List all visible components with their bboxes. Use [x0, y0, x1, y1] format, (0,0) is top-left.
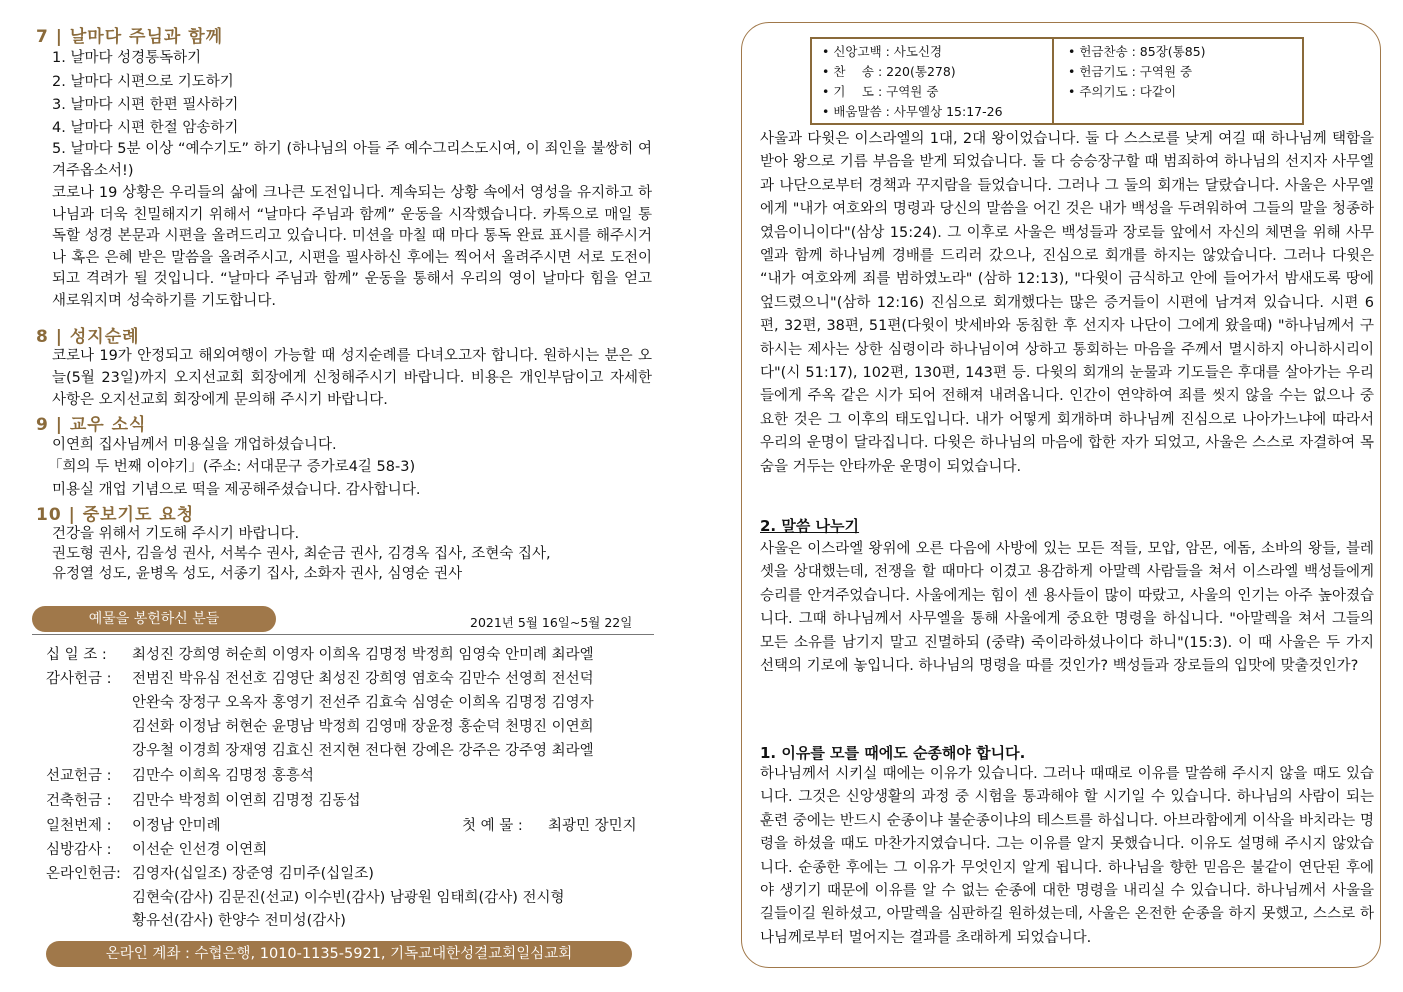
offering-date: 2021년 5월 16일~5월 22일	[470, 615, 633, 630]
first-offering-label: 첫 예 물 :	[462, 818, 523, 834]
section-10-title: 10 | 중보기도 요청	[36, 505, 195, 525]
worship-item: • 배움말씀 : 사무엘상 15:17-26	[822, 104, 1003, 119]
worship-box-divider	[1052, 39, 1054, 123]
s9-line-3: 미용실 개업 기념으로 떡을 제공해주셨습니다. 감사합니다.	[52, 482, 421, 498]
s7-item-5: 5. 날마다 5분 이상 “예수기도” 하기 (하나님의 아들 주 예수그리스도시여, 이 죄인을 불쌍히 여겨주옵소서!)	[52, 141, 652, 179]
intro-paragraph: 사울과 다윗은 이스라엘의 1대, 2대 왕이었습니다. 둘 다 스스로를 낮게 여길 때 하나님께 택함을 받아 왕으로 기름 부음을 받게 되었습니다. 둘 다 승승장구할 때 범죄하여 하나님의 선지자 사무엘과 나단으로부터 경책과 꾸지람을 들었습니다. 그러나 그 둘의 회개는 달랐습니다. 사울은 사무엘에게 "내가 여호와의 명령과 당신의 말씀을 어긴 것은 내가 백성을 두려워하여 그들의 말을 청종하였음이니이다"(삼상 15:24). 그 이후로 사울은 백성들과 장로들 앞에서 자신의 체면을 위해 사무엘과 함께 하나님께 경배를 드리러 갔으나, 진심으로 회개를 하지는 않았습니다. 그러나 다윗은 “내가 여호와께 죄를 범하였노라" (삼하 12:13), "다윗이 금식하고 안에 들어가서 밤새도록 땅에 엎드렸으니"(삼하 12:16) 진심으로 회개했다는 많은 증거들이 시편에 남겨져 있습니다. 시편 6편, 32편, 38편, 51편(다윗이 밧세바와 동침한 후 선지자 나단이 그에게 왔을때) "하나님께서 구하시는 제사는 상한 심령이라 하나님이여 상하고 통회하는 마음을 주께서 멸시하지 아니하시리이다"(시 51:17), 102편, 130편, 143편 등. 다윗의 회개의 눈물과 기도들은 후대를 살아가는 우리들에게 주옥 같은 시가 되어 전해져 내려옵니다. 인간이 연약하여 죄를 씻지 않을 수는 없으나 중요한 것은 그 이후의 태도입니다. 내가 어떻게 회개하며 하나님께 진심으로 나아가느냐에 따라서 우리의 운명이 달라집니다. 다윗은 하나님의 마음에 합한 자가 되었고, 사울은 스스로 자결하여 목숨을 거두는 안타까운 운명이 되었습니다.	[760, 131, 1374, 475]
offering-pill: 예물을 봉헌하신 분들	[32, 606, 276, 632]
worship-item: • 기 도 : 구역원 중	[822, 84, 939, 99]
s9-line-1: 이연희 집사님께서 미용실을 개업하셨습니다.	[52, 437, 337, 453]
account-pill: 온라인 계좌 : 수협은행, 1010-1135-5921, 기독교대한성결교회일심교회	[46, 941, 632, 967]
point-1-heading: 1. 이유를 모를 때에도 순종해야 합니다.	[760, 744, 1026, 762]
s8-body: 코로나 19가 안정되고 해외여행이 가능할 때 성지순례를 다녀오고자 합니다. 원하시는 분은 오늘(5월 23일)까지 오지선교회 회장에게 신청해주시기 바랍니다. 비용은 개인부담이고 자세한 사항은 오지선교회 회장에게 문의해 주시기 바랍니다.	[52, 348, 652, 408]
section-7-title: 7 | 날마다 주님과 함께	[36, 27, 224, 47]
s7-item-1: 1. 날마다 성경통독하기	[52, 50, 202, 66]
s10-line-1: 건강을 위해서 기도해 주시기 바랍니다.	[52, 526, 300, 542]
offering-divider	[32, 634, 654, 635]
worship-item: • 신앙고백 : 사도신경	[822, 44, 943, 59]
point-1-paragraph: 하나님께서 시키실 때에는 이유가 있습니다. 그러나 때때로 이유를 말씀해 주시지 않을 때도 있습니다. 그것은 신앙생활의 과정 중 시험을 통과해야 할 시기일 수 있습니다. 하나님의 사람이 되는 훈련 중에는 반드시 순종이냐 불순종이냐의 테스트를 하십니다. 아브라함에게 이삭을 바치라는 명령을 하셨을 때도 마찬가지였습니다. 그는 이유를 알지 못했습니다. 이유도 설명해 주시지 않았습니다. 순종한 후에는 그 이유가 무엇인지 알게 됩니다. 하나님을 향한 믿음은 불같이 연단된 후에야 생기기 때문에 이유를 알 수 없는 순종에 대한 명령을 내리실 수 있습니다. 하나님께서 사울을 길들이길 원하셨고, 아말렉을 심판하길 원하셨는데, 사울은 온전한 순종을 하지 못했고, 스스로 하나님께로부터 멀어지는 결과를 초래하게 되었습니다.	[760, 766, 1374, 946]
worship-item: • 찬 송 : 220(통278)	[822, 64, 956, 79]
section-2-paragraph: 사울은 이스라엘 왕위에 오른 다음에 사방에 있는 모든 적들, 모압, 암몬, 에돔, 소바의 왕들, 블레셋을 상대했는데, 전쟁을 할 때마다 이겼고 용감하게 아말렉 사람들을 쳐서 이스라엘 백성들에게 승리를 안겨주었습니다. 사울에게는 힘이 센 용사들이 많이 따랐고, 사울의 인기는 아주 높아졌습니다. 그때 하나님께서 사무엘을 통해 사울에게 중요한 명령을 하십니다. "아말렉을 쳐서 그들의 모든 소유를 남기지 말고 진멸하되 (중략) 죽이라하셨나이다 하니"(15:3). 이 때 사울은 두 가지 선택의 기로에 놓입니다. 하나님의 명령을 따를 것인가? 백성들과 장로들의 입맛에 맞출것인가?	[760, 541, 1374, 675]
s7-item-3: 3. 날마다 시편 한편 필사하기	[52, 97, 239, 113]
s10-line-2: 권도형 권사, 김을성 권사, 서복수 권사, 최순금 권사, 김경옥 집사, 조현숙 집사,	[52, 546, 551, 562]
worship-order-box	[810, 37, 1304, 125]
section-8-title: 8 | 성지순례	[36, 327, 140, 347]
s7-body: 코로나 19 상황은 우리들의 삶에 크나큰 도전입니다. 계속되는 상황 속에서 영성을 유지하고 하나님과 더욱 친밀해지기 위해서 “날마다 주님과 함께” 운동을 시작했습니다. 카톡으로 매일 통독할 성경 본문과 시편을 올려드리고 있습니다. 미션을 마칠 때 마다 통독 완료 표시를 해주시거나 혹은 은혜 받은 말씀을 올려주시고, 시편을 필사하신 후에는 찍어서 올려주시면 서로 도전이 되고 격려가 될 것입니다. “날마다 주님과 함께” 운동을 통해서 우리의 영이 날마다 힘을 얻고 새로워지며 성숙하기를 기도합니다.	[52, 185, 652, 309]
worship-item: • 헌금기도 : 구역원 중	[1068, 64, 1193, 79]
s7-item-2: 2. 날마다 시편으로 기도하기	[52, 74, 234, 90]
section-2-heading: 2. 말씀 나누기	[760, 517, 860, 535]
s7-item-4: 4. 날마다 시편 한절 암송하기	[52, 120, 239, 136]
first-offering-value: 최광민 장민지	[548, 818, 637, 834]
s10-line-3: 유정열 성도, 윤병옥 성도, 서종기 집사, 소화자 권사, 심영순 권사	[52, 566, 463, 582]
worship-item: • 헌금찬송 : 85장(통85)	[1068, 44, 1206, 59]
s9-line-2: 「희의 두 번째 이야기」(주소: 서대문구 증가로4길 58-3)	[48, 459, 416, 475]
section-9-title: 9 | 교우 소식	[36, 415, 147, 435]
worship-item: • 주의기도 : 다같이	[1068, 84, 1177, 99]
